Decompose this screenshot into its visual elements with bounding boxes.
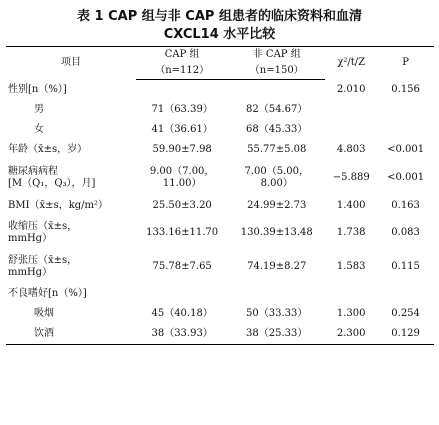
table-row [6, 160, 434, 196]
noncap-value [228, 284, 325, 304]
header-group-a-n: （n=112） [136, 63, 228, 80]
p-value: 0.083 [391, 227, 420, 238]
row-label [6, 250, 136, 284]
row-label-line1: 舒张压（x̄±s， [8, 255, 78, 266]
header-group-b: 非 CAP 组 [228, 47, 325, 64]
p-value: <0.001 [387, 144, 425, 155]
header-item: 项目 [6, 47, 136, 80]
table-row [6, 284, 434, 304]
header-p: P [377, 47, 434, 80]
stat-value: 1.300 [336, 308, 366, 319]
noncap-value: 24.99±2.73 [247, 200, 307, 211]
row-label: 不良嗜好[n（%）] [8, 288, 87, 299]
header-group-a: CAP 组 [136, 47, 228, 64]
noncap-value [228, 80, 325, 101]
header-group-b-n: （n=150） [228, 63, 325, 80]
p-value: 0.129 [377, 324, 434, 345]
stat-value: 2.010 [336, 83, 366, 95]
cap-value: 41（36.61） [151, 124, 213, 135]
row-label [6, 160, 136, 196]
stat-value: −5.889 [332, 172, 370, 183]
noncap-value: 74.19±8.27 [247, 261, 307, 272]
cap-value: 59.90±7.98 [152, 144, 212, 155]
row-label: BMI（x̄±s，kg/m²） [8, 200, 109, 211]
table-title-line1: 表 1 CAP 组与非 CAP 组患者的临床资料和血清 [77, 9, 362, 24]
cap-value: 45（40.18） [151, 308, 213, 319]
stat-value: 1.583 [336, 261, 366, 272]
cap-value: 25.50±3.20 [152, 200, 212, 211]
noncap-value-line2: 8.00） [260, 178, 293, 189]
row-label: 吸烟 [34, 308, 54, 319]
noncap-value: 130.39±13.48 [240, 227, 313, 238]
table-row [6, 304, 434, 324]
table-row [6, 120, 434, 140]
cap-value: 75.78±7.65 [152, 261, 212, 272]
p-value [377, 120, 434, 140]
stat-value: 4.803 [336, 144, 366, 155]
cap-value-line1: 9.00（7.00， [149, 166, 215, 177]
row-label-line1: 糖尿病病程 [8, 166, 58, 177]
p-value: 0.115 [391, 261, 420, 272]
stat-value [325, 284, 377, 304]
table-row [6, 250, 434, 284]
row-label: 男 [34, 104, 44, 115]
row-label-line2: [M（Q₁，Q₃），月] [8, 178, 96, 189]
cap-value: 133.16±11.70 [146, 227, 219, 238]
p-value: <0.001 [387, 172, 425, 183]
p-value [377, 284, 434, 304]
row-label: 性别[n（%）] [8, 83, 67, 95]
cap-value [136, 284, 228, 304]
table-row [6, 80, 434, 101]
header-row [6, 47, 434, 64]
data-table [6, 46, 434, 345]
noncap-value: 38（25.33） [228, 324, 325, 345]
row-label [6, 216, 136, 250]
stat-value: 1.738 [336, 227, 366, 238]
table-row [6, 100, 434, 120]
noncap-value [228, 160, 325, 196]
table-row [6, 196, 434, 216]
p-value [377, 100, 434, 120]
table-row [6, 216, 434, 250]
p-value: 0.254 [391, 308, 420, 319]
table-row [6, 324, 434, 345]
p-value: 0.156 [391, 83, 420, 95]
stat-value [325, 100, 377, 120]
p-value: 0.163 [391, 200, 420, 211]
header-stat: χ²/t/Z [325, 47, 377, 80]
noncap-value: 68（45.33） [246, 124, 308, 135]
row-label-line2: mmHg） [8, 233, 53, 244]
cap-value-line2: 11.00） [162, 178, 202, 189]
row-label-line2: mmHg） [8, 267, 53, 278]
stat-value: 1.400 [336, 200, 366, 211]
noncap-value-line1: 7.00（5.00， [244, 166, 309, 177]
cap-value: 71（63.39） [151, 104, 213, 115]
table-title-line2: CXCL14 水平比较 [163, 27, 276, 42]
cap-value [136, 80, 228, 101]
noncap-value: 82（54.67） [246, 104, 308, 115]
noncap-value: 50（33.33） [246, 308, 308, 319]
stat-value [325, 120, 377, 140]
table-title [0, 8, 439, 44]
table-row [6, 140, 434, 160]
cap-value [136, 160, 228, 196]
row-label: 女 [34, 124, 44, 135]
row-label: 年龄（x̄±s，岁） [8, 144, 88, 155]
row-label: 饮酒 [6, 324, 136, 345]
noncap-value: 55.77±5.08 [247, 144, 307, 155]
stat-value: 2.300 [325, 324, 377, 345]
row-label-line1: 收缩压（x̄±s， [8, 221, 78, 232]
cap-value: 38（33.93） [136, 324, 228, 345]
